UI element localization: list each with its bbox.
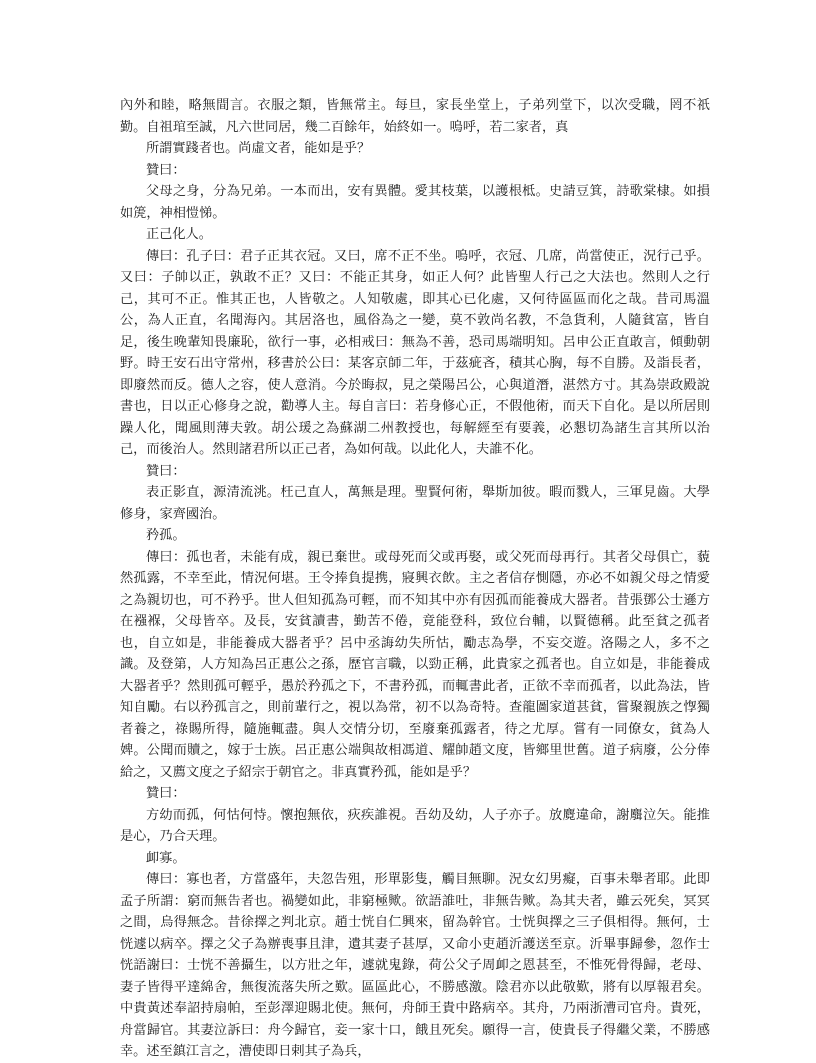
- praise-orphans: 方幼而孤，何怙何恃。懷抱無依，疢疾誰視。吾幼及幼，人子亦子。放麑違命，謝麛泣矢。能推是心，乃合天理。: [120, 807, 710, 844]
- commentary-upright: 傳曰：孔子曰：君子正其衣冠。又曰，席不正不坐。嗚呼，衣冠、几席，尚當使正，況行己乎。又曰：子帥以正，孰敢不正？又曰：不能正其身，如正人何？此皆聖人行己之大法也。然則人之行己，其可不正。惟其正也，人皆敬之。人知敬處，即其心已化處，又何待區區而化之哉。昔司馬溫公，為人正直，名聞海內。其居洛也，風俗為之一變，莫不敦尚名教，不急貨利，人隨貧富，皆自足，後生晚輩知畏廉恥，欲行一事，必相戒曰：無為不善，恐司馬端明知。呂申公正直敢言，傾動朝野。時王安石出守常州，移書於公曰：某客京師二年，于茲疵吝，積其心胸，每不自勝。及詣長者，即廢然而反。德人之容，使人意消。今於晦叔，見之榮陽呂公，心與道潛，湛然方寸。其為崇政殿說書也，日以正心修身之說，勸導人主。每自言曰：若身修心正，不假他術，而天下自化。是以所居則躁人化，聞風則薄夫敦。胡公瑗之為蘇湖二州教授也，每解經至有要義，必懇切為諸生言其所以治己，而後治人。然則諸君所以正己者，為如何哉。以此化人，夫誰不化。: [120, 248, 710, 457]
- praise-upright: 表正影直，源清流洮。枉己直人，萬無是理。聖賢何術，舉斯加彼。暇而戮人，三軍見齒。大學修身，家齊國治。: [120, 485, 710, 522]
- commentary-orphans: 傳曰：孤也者，未能有成，親已棄世。或母死而父或再娶，或父死而母再行。其者父母俱亡，藐然孤露，不幸至此，情況何堪。王令捧負提携，寢興衣飲。主之者信存惻隱，亦必不如親父母之情愛之為親切也，可不矜乎。世人但知孤為可輕，而不知其中亦有因孤而能養成大器者。昔張鄧公士遜方在襁褓，父母皆卒。及長，安貧讀書，勤苦不倦，竟能登科，致位台輔，以賢德稱。此至貧之孤者也，自立如是，非能養成大器者乎？呂中丞誨幼失所怙，勵志為學，不妄交遊。洛陽之人，多不之識。及登第，人方知為呂正惠公之孫，歷官言職，以勁正稱，此貴家之孤者也。自立如是，非能養成大器者乎？然則孤可輕乎，愚於矜孤之下，不書矜孤，而輒書此者，正欲不幸而孤者，以此為法，皆知自勵。右以矜孤言之，則前輩行之，視以為常，初不以為奇特。查龍圖家道甚貧，嘗聚親族之惸獨者養之，祿賜所得，隨施輒盡。與人交情分切，至廢棄孤露者，待之尤厚。嘗有一同僚女，貧為人婢。公聞而贖之，嫁于士族。呂正惠公端與故相馮道、耀帥趙文度，皆鄉里世舊。道子病廢，公分俸給之，又薦文度之子紹宗于朝官之。非真實矜孤，能如是乎？: [120, 549, 710, 780]
- document-page: [120, 95, 710, 1063]
- commentary-widows: 傳曰：寡也者，方當盛年，夫忽告殂，形單影隻，觸目無聊。況女幻男癡，百事未舉者耶。此即孟子所謂：窮而無告者也。禍變如此，非窮極歟。欲語誰吐，非無告歟。為其夫者，雖云死矣，冥冥之間，烏得無念。昔徐擇之判北京。趙士恍自仁興來，留為幹官。士恍與擇之三子俱相得。無何，士恍遽以病卒。擇之父子為辦喪事且津，遺其妻子甚厚，又命小吏趙沂護送至京。沂畢事歸參，忽作士恍語謝曰：士恍不善攝生，以方壯之年，遽就鬼錄，荷公父子周卹之恩甚至，不惟死骨得歸，老母、妻子皆得平達綿舍，無復流落失所之歎。區區此心，不勝感激。陰君亦以此敬歎，將有以厚報君矣。中貴黃述奉詔持扇帕，至彭澤迎賜北使。無何，舟師王貴中路病卒。其舟，乃兩浙漕司官舟。貴死，舟當歸官。其妻泣訴曰：舟今歸官，妾一家十口，餓且死矣。願得一言，使貴長子得繼父業，不勝感幸。述至鎮江言之，漕使即日剌其子為兵，: [120, 872, 710, 1059]
- praise-heading: 贊曰：: [146, 786, 186, 801]
- praise-heading: 贊曰：: [146, 162, 186, 178]
- section-title-upright: 正己化人。: [146, 227, 212, 242]
- paragraph-family-harmony-end: 內外和睦，略無間言。衣服之類，皆無常主。每旦，家長坐堂上，子弟列堂下，以次受職，罔不祇勤。自祖琯至誠，凡六世同居，幾二百餘年，始終如一。嗚呼，若二家者，真: [120, 98, 710, 135]
- section-title-widows: 卹寡。: [146, 850, 186, 866]
- praise-heading: 贊曰：: [146, 463, 186, 479]
- paragraph-practice-question: 所謂實踐者也。尚虛文者，能如是乎？: [146, 141, 371, 156]
- section-title-orphans: 矜孤。: [146, 528, 186, 543]
- praise-brothers: 父母之身，分為兄弟。一本而出，安有異體。愛其枝葉，以護根柢。史請豆箕，詩歌棠棣。如損如箎，神相愷悌。: [120, 184, 710, 221]
